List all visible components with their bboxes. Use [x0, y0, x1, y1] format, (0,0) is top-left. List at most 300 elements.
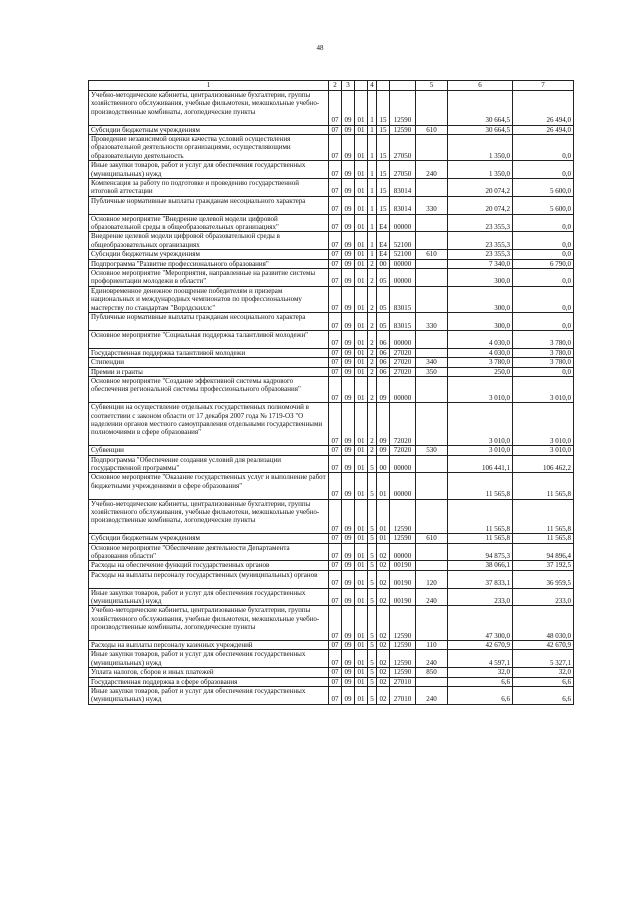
code-cell: 5 — [368, 561, 377, 570]
code-cell: 01 — [355, 286, 368, 312]
table-row — [89, 250, 574, 259]
amount-cell: 106 462,2 — [513, 455, 574, 473]
code-cell: 2 — [368, 348, 377, 357]
table-row — [89, 499, 574, 534]
amount-cell: 300,0 — [448, 286, 513, 312]
table-row — [89, 588, 574, 606]
code-cell: 09 — [342, 561, 355, 570]
code-cell: 00000 — [390, 214, 416, 232]
code-cell: 09 — [342, 534, 355, 543]
code-cell: 5 — [368, 606, 377, 641]
table-row — [89, 286, 574, 312]
code-cell: 00000 — [390, 259, 416, 268]
code-cell: 01 — [355, 668, 368, 677]
amount-cell: 3 010,0 — [448, 376, 513, 402]
code-cell: 01 — [355, 313, 368, 331]
code-cell: 5 — [368, 455, 377, 473]
amount-cell: 3 780,0 — [513, 348, 574, 357]
table-row — [89, 367, 574, 376]
budget-table — [88, 80, 574, 705]
row-name-cell: Единовременное денежное поощрение победителям и призерам национальных и международных чемпионатов по профессиональному мастерству по стандартам "Ворлдскиллс" — [89, 286, 329, 312]
amount-cell: 32,0 — [448, 668, 513, 677]
code-cell: 12590 — [390, 650, 416, 668]
code-cell: 5 — [368, 640, 377, 649]
code-cell: 01 — [355, 259, 368, 268]
code-cell: 01 — [355, 534, 368, 543]
code-cell: 2 — [368, 367, 377, 376]
expense-type-cell — [416, 330, 448, 348]
amount-cell: 5 600,0 — [513, 196, 574, 214]
table-row — [89, 543, 574, 561]
code-cell: 09 — [342, 543, 355, 561]
row-name-cell: Иные закупки товаров, работ и услуг для обеспечения государственных (муниципальных) нужд — [89, 686, 329, 704]
code-cell: 01 — [355, 135, 368, 161]
code-cell: 01 — [355, 640, 368, 649]
amount-cell: 30 664,5 — [448, 91, 513, 126]
amount-cell: 6,6 — [448, 677, 513, 686]
table-row — [89, 606, 574, 641]
amount-cell: 0,0 — [513, 214, 574, 232]
expense-type-cell — [416, 455, 448, 473]
code-cell: 07 — [329, 179, 342, 197]
code-cell: 07 — [329, 543, 342, 561]
code-cell: 07 — [329, 561, 342, 570]
amount-cell: 42 670,9 — [448, 640, 513, 649]
code-cell: 01 — [355, 588, 368, 606]
code-cell: 02 — [377, 640, 390, 649]
table-row — [89, 330, 574, 348]
header-cell: 3 — [342, 81, 355, 91]
code-cell: 09 — [342, 348, 355, 357]
row-name-cell: Государственная поддержка талантливой молодежи — [89, 348, 329, 357]
row-name-cell: Уплата налогов, сборов и иных платежей — [89, 668, 329, 677]
table-row — [89, 455, 574, 473]
expense-type-cell — [416, 214, 448, 232]
amount-cell: 37 833,1 — [448, 570, 513, 588]
code-cell: 02 — [377, 588, 390, 606]
row-name-cell: Премии и гранты — [89, 367, 329, 376]
row-name-cell: Субвенции на осуществление отдельных государственных полномочий в соответствии с законом области от 17 декабря 2007 года № 1719-ОЗ "О наделении органов местного самоуправления отдельными государственными полномочиями в сфере образования" — [89, 403, 329, 446]
code-cell: 09 — [342, 135, 355, 161]
code-cell: 07 — [329, 330, 342, 348]
code-cell: 5 — [368, 668, 377, 677]
expense-type-cell — [416, 135, 448, 161]
expense-type-cell — [416, 543, 448, 561]
table-row — [89, 446, 574, 455]
code-cell: 00000 — [390, 473, 416, 499]
amount-cell: 11 565,8 — [513, 534, 574, 543]
code-cell: 07 — [329, 640, 342, 649]
code-cell: 2 — [368, 259, 377, 268]
code-cell: 00000 — [390, 330, 416, 348]
code-cell: 12590 — [390, 91, 416, 126]
code-cell: 07 — [329, 269, 342, 287]
code-cell: E4 — [377, 250, 390, 259]
amount-cell: 11 565,8 — [513, 499, 574, 534]
code-cell: 09 — [342, 446, 355, 455]
amount-cell: 1 350,0 — [448, 135, 513, 161]
expense-type-cell: 330 — [416, 313, 448, 331]
header-cell: 4 — [368, 81, 377, 91]
code-cell: 01 — [355, 376, 368, 402]
code-cell: 01 — [355, 125, 368, 134]
expense-type-cell — [416, 259, 448, 268]
amount-cell: 3 010,0 — [513, 376, 574, 402]
header-cell — [390, 81, 416, 91]
code-cell: 07 — [329, 348, 342, 357]
amount-cell: 4 030,0 — [448, 348, 513, 357]
code-cell: 07 — [329, 668, 342, 677]
row-name-cell: Субсидии бюджетным учреждениям — [89, 125, 329, 134]
header-cell: 6 — [448, 81, 513, 91]
amount-cell: 233,0 — [513, 588, 574, 606]
code-cell: 09 — [342, 358, 355, 367]
code-cell: 01 — [355, 570, 368, 588]
row-name-cell: Компенсация за работу по подготовке и проведению государственной итоговой аттестации — [89, 179, 329, 197]
code-cell: 09 — [377, 376, 390, 402]
row-name-cell: Основное мероприятие "Внедрение целевой модели цифровой образовательной среды в общеобразовательных организациях" — [89, 214, 329, 232]
code-cell: 05 — [377, 313, 390, 331]
code-cell: 06 — [377, 367, 390, 376]
code-cell: E4 — [377, 232, 390, 250]
code-cell: 09 — [342, 250, 355, 259]
code-cell: 09 — [377, 446, 390, 455]
code-cell: 1 — [368, 91, 377, 126]
code-cell: 2 — [368, 376, 377, 402]
amount-cell: 4 597,1 — [448, 650, 513, 668]
header-cell: 2 — [329, 81, 342, 91]
code-cell: 72020 — [390, 446, 416, 455]
code-cell: 1 — [368, 161, 377, 179]
code-cell: 01 — [355, 499, 368, 534]
amount-cell: 6,6 — [448, 686, 513, 704]
code-cell: 07 — [329, 259, 342, 268]
expense-type-cell — [416, 677, 448, 686]
code-cell: 07 — [329, 161, 342, 179]
code-cell: 01 — [355, 686, 368, 704]
code-cell: 09 — [342, 259, 355, 268]
row-name-cell: Учебно-методические кабинеты, централизованные бухгалтерии, группы хозяйственного обслуживания, учебные фильмотеки, межшкольные учебно-производственные комбинаты, логопедические пункты — [89, 499, 329, 534]
table-row — [89, 214, 574, 232]
code-cell: 27020 — [390, 348, 416, 357]
code-cell: 5 — [368, 543, 377, 561]
amount-cell: 48 030,0 — [513, 606, 574, 641]
code-cell: 02 — [377, 570, 390, 588]
code-cell: E4 — [377, 214, 390, 232]
code-cell: 72020 — [390, 403, 416, 446]
code-cell: 09 — [342, 313, 355, 331]
code-cell: 27020 — [390, 358, 416, 367]
row-name-cell: Проведение независимой оценки качества условий осуществления образовательной деятельности организациями, осуществляющими образовательную деятельность — [89, 135, 329, 161]
expense-type-cell — [416, 473, 448, 499]
code-cell: 09 — [342, 269, 355, 287]
code-cell: 27010 — [390, 686, 416, 704]
code-cell: 2 — [368, 358, 377, 367]
amount-cell: 11 565,8 — [448, 499, 513, 534]
code-cell: 5 — [368, 570, 377, 588]
table-row — [89, 561, 574, 570]
page-number: 48 — [316, 44, 324, 52]
table-body — [89, 81, 574, 705]
code-cell: 01 — [355, 677, 368, 686]
amount-cell: 3 010,0 — [448, 446, 513, 455]
row-name-cell: Подпрограмма "Обеспечение создания условий для реализации государственной программы" — [89, 455, 329, 473]
code-cell: 07 — [329, 376, 342, 402]
code-cell: 01 — [355, 179, 368, 197]
table-row — [89, 686, 574, 704]
code-cell: 01 — [355, 358, 368, 367]
code-cell: 01 — [377, 499, 390, 534]
code-cell: 12590 — [390, 499, 416, 534]
code-cell: 12590 — [390, 534, 416, 543]
header-cell: 5 — [416, 81, 448, 91]
amount-cell: 0,0 — [513, 286, 574, 312]
amount-cell: 0,0 — [513, 250, 574, 259]
code-cell: 12590 — [390, 125, 416, 134]
code-cell: 00000 — [390, 543, 416, 561]
table-row — [89, 640, 574, 649]
amount-cell: 6 790,0 — [513, 259, 574, 268]
amount-cell: 20 074,2 — [448, 179, 513, 197]
code-cell: 1 — [368, 125, 377, 134]
row-name-cell: Публичные нормативные выплаты гражданам несоциального характера — [89, 196, 329, 214]
amount-cell: 106 441,1 — [448, 455, 513, 473]
code-cell: 07 — [329, 588, 342, 606]
expense-type-cell: 240 — [416, 686, 448, 704]
code-cell: 5 — [368, 473, 377, 499]
amount-cell: 0,0 — [513, 161, 574, 179]
row-name-cell: Иные закупки товаров, работ и услуг для обеспечения государственных (муниципальных) нужд — [89, 650, 329, 668]
code-cell: 15 — [377, 135, 390, 161]
code-cell: 07 — [329, 677, 342, 686]
code-cell: 01 — [355, 403, 368, 446]
code-cell: 2 — [368, 403, 377, 446]
code-cell: 01 — [355, 367, 368, 376]
code-cell: 09 — [342, 214, 355, 232]
code-cell: 09 — [342, 286, 355, 312]
expense-type-cell — [416, 348, 448, 357]
amount-cell: 0,0 — [513, 232, 574, 250]
code-cell: 2 — [368, 286, 377, 312]
code-cell: 07 — [329, 91, 342, 126]
expense-type-cell: 340 — [416, 358, 448, 367]
code-cell: 83014 — [390, 196, 416, 214]
amount-cell: 94 896,4 — [513, 543, 574, 561]
code-cell: 07 — [329, 196, 342, 214]
code-cell: 09 — [342, 606, 355, 641]
expense-type-cell: 240 — [416, 161, 448, 179]
amount-cell: 94 875,3 — [448, 543, 513, 561]
row-name-cell: Учебно-методические кабинеты, централизованные бухгалтерии, группы хозяйственного обслуживания, учебные фильмотеки, межшкольные учебно-производственные комбинаты, логопедические пункты — [89, 606, 329, 641]
code-cell: 15 — [377, 161, 390, 179]
code-cell: 02 — [377, 668, 390, 677]
amount-cell: 5 600,0 — [513, 179, 574, 197]
code-cell: 1 — [368, 179, 377, 197]
code-cell: 1 — [368, 214, 377, 232]
row-name-cell: Иные закупки товаров, работ и услуг для обеспечения государственных (муниципальных) нужд — [89, 588, 329, 606]
row-name-cell: Иные закупки товаров, работ и услуг для обеспечения государственных (муниципальных) нужд — [89, 161, 329, 179]
amount-cell: 11 565,8 — [448, 534, 513, 543]
code-cell: 27010 — [390, 677, 416, 686]
table-row — [89, 135, 574, 161]
code-cell: 01 — [377, 473, 390, 499]
amount-cell: 38 066,1 — [448, 561, 513, 570]
row-name-cell: Субвенции — [89, 446, 329, 455]
code-cell: 09 — [342, 232, 355, 250]
code-cell: 00 — [377, 455, 390, 473]
amount-cell: 32,0 — [513, 668, 574, 677]
row-name-cell: Расходы на выплаты персоналу государственных (муниципальных) органов — [89, 570, 329, 588]
code-cell: 01 — [355, 214, 368, 232]
table-row — [89, 570, 574, 588]
amount-cell: 23 355,3 — [448, 214, 513, 232]
expense-type-cell — [416, 499, 448, 534]
row-name-cell: Подпрограмма "Развитие профессионального образования" — [89, 259, 329, 268]
expense-type-cell — [416, 232, 448, 250]
row-name-cell: Публичные нормативные выплаты гражданам несоциального характера — [89, 313, 329, 331]
table-row — [89, 161, 574, 179]
amount-cell: 3 780,0 — [448, 358, 513, 367]
code-cell: 27050 — [390, 135, 416, 161]
code-cell: 00000 — [390, 376, 416, 402]
code-cell: 09 — [342, 650, 355, 668]
amount-cell: 26 494,0 — [513, 91, 574, 126]
code-cell: 01 — [355, 348, 368, 357]
code-cell: 07 — [329, 358, 342, 367]
amount-cell: 3 780,0 — [513, 330, 574, 348]
amount-cell: 0,0 — [513, 313, 574, 331]
expense-type-cell — [416, 376, 448, 402]
code-cell: 01 — [355, 650, 368, 668]
table-row — [89, 677, 574, 686]
code-cell: 02 — [377, 650, 390, 668]
code-cell: 52100 — [390, 250, 416, 259]
code-cell: 09 — [377, 403, 390, 446]
table-row — [89, 348, 574, 357]
code-cell: 07 — [329, 606, 342, 641]
code-cell: 2 — [368, 330, 377, 348]
table-row — [89, 376, 574, 402]
table-row — [89, 358, 574, 367]
code-cell: 1 — [368, 196, 377, 214]
code-cell: 05 — [377, 269, 390, 287]
code-cell: 02 — [377, 686, 390, 704]
code-cell: 5 — [368, 686, 377, 704]
row-name-cell: Основное мероприятие "Мероприятия, направленные на развитие системы профориентации молодежи в области" — [89, 269, 329, 287]
code-cell: 01 — [355, 606, 368, 641]
code-cell: 12590 — [390, 668, 416, 677]
expense-type-cell: 350 — [416, 367, 448, 376]
code-cell: 1 — [368, 135, 377, 161]
header-cell: 7 — [513, 81, 574, 91]
code-cell: 09 — [342, 640, 355, 649]
row-name-cell: Субсидии бюджетным учреждениям — [89, 534, 329, 543]
amount-cell: 7 340,0 — [448, 259, 513, 268]
row-name-cell: Субсидии бюджетным учреждениям — [89, 250, 329, 259]
expense-type-cell — [416, 561, 448, 570]
code-cell: 2 — [368, 269, 377, 287]
amount-cell: 11 565,8 — [513, 473, 574, 499]
row-name-cell: Основное мероприятие "Создание эффективной системы кадрового обеспечения региональной системы профессионального образования" — [89, 376, 329, 402]
amount-cell: 3 010,0 — [513, 403, 574, 446]
code-cell: 07 — [329, 455, 342, 473]
code-cell: 02 — [377, 543, 390, 561]
expense-type-cell: 240 — [416, 588, 448, 606]
expense-type-cell: 330 — [416, 196, 448, 214]
code-cell: 07 — [329, 403, 342, 446]
amount-cell: 1 350,0 — [448, 161, 513, 179]
code-cell: 00190 — [390, 570, 416, 588]
amount-cell: 11 565,8 — [448, 473, 513, 499]
code-cell: 07 — [329, 534, 342, 543]
row-name-cell: Основное мероприятие "Оказание государственных услуг и выполнение работ бюджетными учреждениями в сфере образования" — [89, 473, 329, 499]
code-cell: 02 — [377, 561, 390, 570]
amount-cell: 20 074,2 — [448, 196, 513, 214]
code-cell: 01 — [355, 91, 368, 126]
amount-cell: 42 670,9 — [513, 640, 574, 649]
row-name-cell: Основное мероприятие "Социальная поддержка талантливой молодежи" — [89, 330, 329, 348]
code-cell: 00000 — [390, 269, 416, 287]
table-row — [89, 232, 574, 250]
amount-cell: 300,0 — [448, 269, 513, 287]
expense-type-cell: 610 — [416, 534, 448, 543]
code-cell: 09 — [342, 455, 355, 473]
code-cell: 01 — [355, 196, 368, 214]
code-cell: 00190 — [390, 588, 416, 606]
code-cell: 07 — [329, 250, 342, 259]
code-cell: 07 — [329, 570, 342, 588]
amount-cell: 36 959,5 — [513, 570, 574, 588]
table-row — [89, 125, 574, 134]
code-cell: 01 — [355, 473, 368, 499]
code-cell: 09 — [342, 403, 355, 446]
expense-type-cell — [416, 91, 448, 126]
code-cell: 5 — [368, 588, 377, 606]
amount-cell: 3 010,0 — [513, 446, 574, 455]
code-cell: 07 — [329, 367, 342, 376]
expense-type-cell — [416, 269, 448, 287]
row-name-cell: Расходы на выплаты персоналу казенных учреждений — [89, 640, 329, 649]
header-cell — [355, 81, 368, 91]
amount-cell: 5 327,1 — [513, 650, 574, 668]
code-cell: 2 — [368, 313, 377, 331]
amount-cell: 47 300,0 — [448, 606, 513, 641]
code-cell: 09 — [342, 161, 355, 179]
code-cell: 06 — [377, 358, 390, 367]
code-cell: 06 — [377, 348, 390, 357]
amount-cell: 3 780,0 — [513, 358, 574, 367]
table-row — [89, 473, 574, 499]
table-row — [89, 269, 574, 287]
code-cell: 27020 — [390, 367, 416, 376]
code-cell: 07 — [329, 686, 342, 704]
table-row — [89, 91, 574, 126]
code-cell: 09 — [342, 570, 355, 588]
code-cell: 01 — [355, 446, 368, 455]
expense-type-cell: 610 — [416, 125, 448, 134]
amount-cell: 300,0 — [448, 313, 513, 331]
code-cell: 5 — [368, 534, 377, 543]
header-row — [89, 81, 574, 91]
amount-cell: 250,0 — [448, 367, 513, 376]
code-cell: 09 — [342, 179, 355, 197]
expense-type-cell: 120 — [416, 570, 448, 588]
code-cell: 06 — [377, 330, 390, 348]
code-cell: 01 — [355, 269, 368, 287]
code-cell: 09 — [342, 473, 355, 499]
code-cell: 09 — [342, 499, 355, 534]
code-cell: 15 — [377, 91, 390, 126]
